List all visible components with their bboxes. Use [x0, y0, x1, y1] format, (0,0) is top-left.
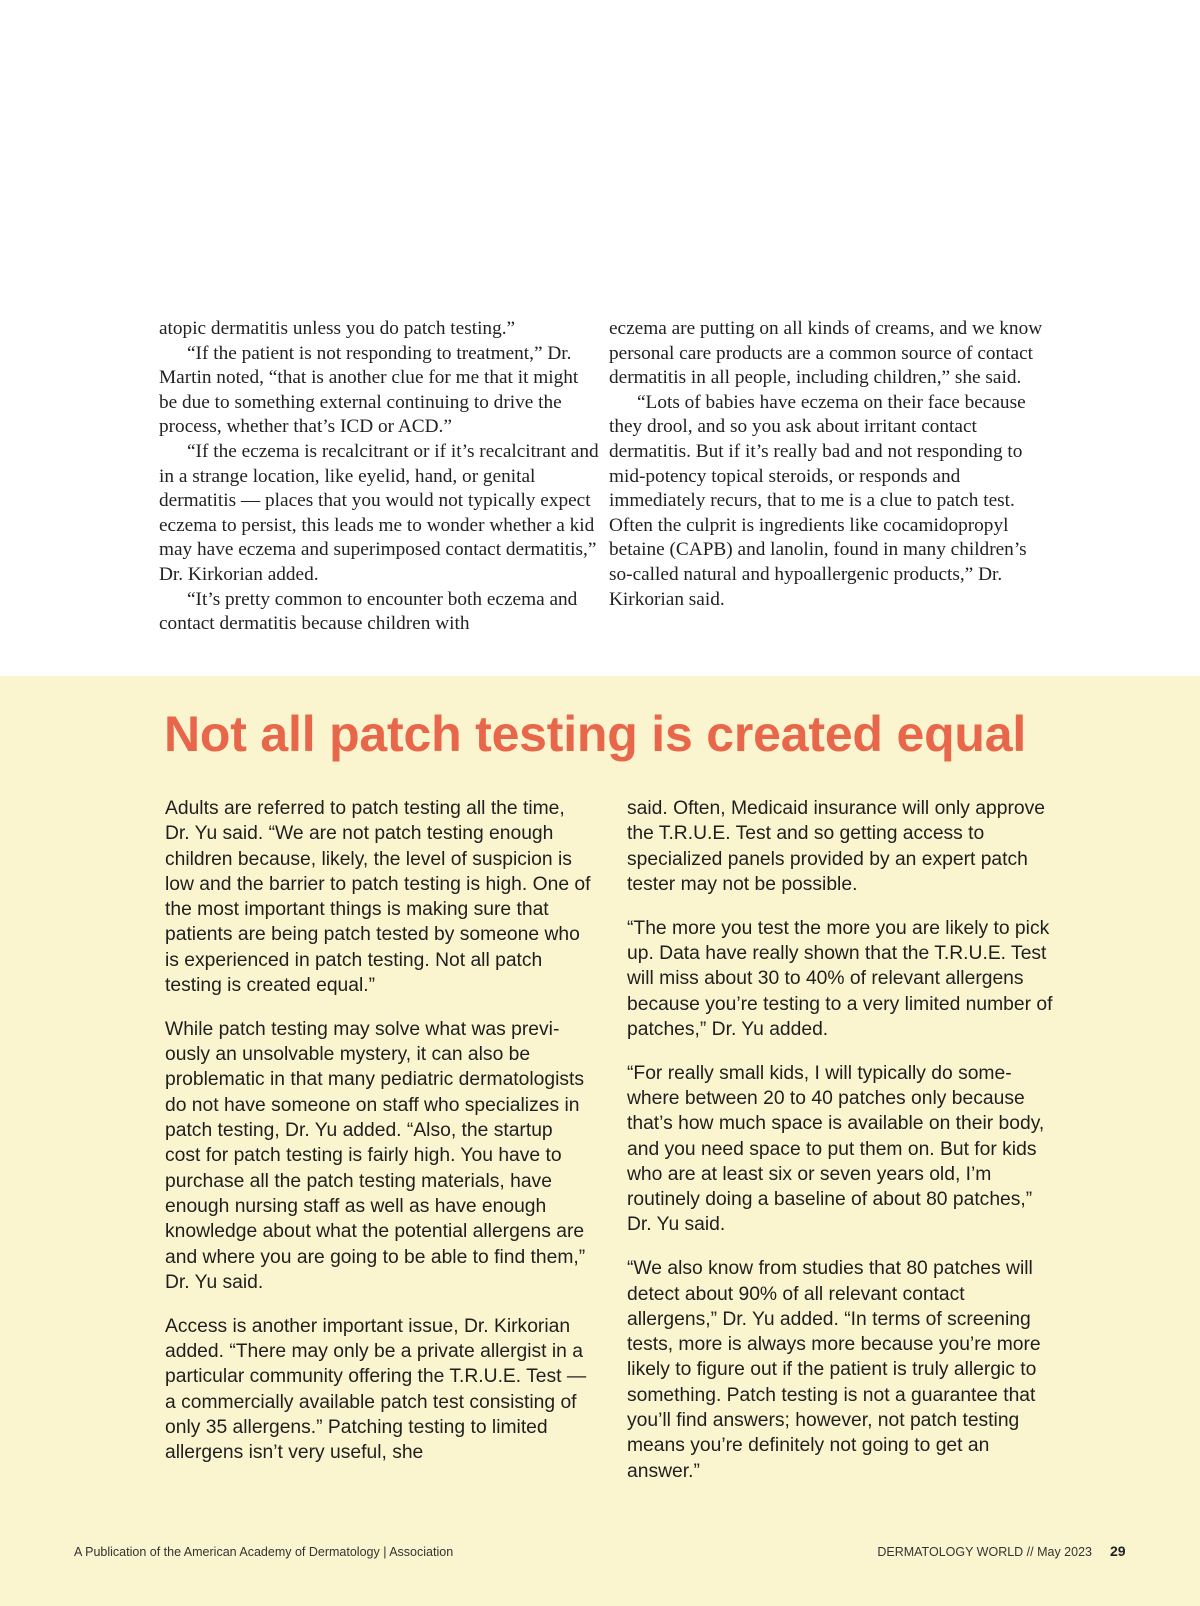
- article-body: [159, 317, 1049, 637]
- article-paragraph: “If the patient is not responding to treatment,” Dr. Martin noted, “that is another clue for me that it might be due to something external continuing to drive the process, whether that’s ICD or ACD.”: [159, 342, 579, 438]
- article-paragraph: atopic dermatitis unless you do patch testing.”: [159, 318, 516, 339]
- sidebar-paragraph: Access is another important issue, Dr. Kirkorian added. “There may only be a private allergist in a particular community offering the T.R.U.E. Test — a commercially available patch test consisting of only 35 allergens.” Patching testing to limited allergens isn’t very useful, she: [165, 1315, 587, 1464]
- sidebar-title: Not all patch testing is created equal: [164, 706, 1027, 762]
- magazine-issue: DERMATOLOGY WORLD // May 2023: [877, 1545, 1092, 1559]
- sidebar-paragraph: While patch testing may solve what was previously an unsolvable mystery, it can also be problematic in that many pediatric dermatologists do not have someone on staff who specializes in patch testing, Dr. Yu added. “Also, the startup cost for patch testing is fairly high. You have to purchase all the patch testing materials, have enough nursing staff as well as have enough knowledge about what the potential allergens are and where you are going to be able to find them,” Dr. Yu said.: [165, 1018, 586, 1293]
- article-left-column: [159, 317, 599, 637]
- blank-header-area: [0, 0, 1200, 310]
- sidebar-left-column: [165, 796, 593, 1502]
- page-number: 29: [1110, 1543, 1126, 1559]
- sidebar-paragraph: “For really small kids, I will typically do somewhere between 20 to 40 patches only because that’s how much space is available on their body, and you need space to put them on. But for kids who are at least six or seven years old, I’m routinely doing a baseline of about 80 patches,” Dr. Yu said.: [627, 1062, 1045, 1236]
- article-paragraph: eczema are putting on all kinds of creams, and we know personal care products are a common source of contact dermatitis in all people, including children,” she said.: [609, 318, 1043, 389]
- article-paragraph: “If the eczema is recalcitrant or if it’s recalcitrant and in a strange location, like eyelid, hand, or genital dermatitis — places that you would not typically expect eczema to persist, this leads me to wonder whether a kid may have eczema and superimposed contact dermatitis,” Dr. Kirkorian added.: [159, 440, 599, 585]
- sidebar-box: [0, 676, 1200, 1606]
- sidebar-right-column: [627, 796, 1055, 1502]
- sidebar-paragraph: said. Often, Medicaid insurance will only approve the T.R.U.E. Test and so getting access to specialized panels provided by an expert patch tester may not be possible.: [627, 798, 1045, 895]
- sidebar-paragraph: “We also know from studies that 80 patches will detect about 90% of all relevant contact allergens,” Dr. Yu added. “In terms of screening tests, more is always more because you’re more likely to figure out if the patient is truly allergic to something. Patch testing is not a guarantee that you’ll find answers; however, not patch testing means you’re definitely not going to get an answer.”: [627, 1258, 1041, 1482]
- sidebar-body: [165, 796, 1055, 1502]
- publisher-credit: A Publication of the American Academy of Dermatology | Association: [74, 1545, 454, 1559]
- sidebar-paragraph: “The more you test the more you are likely to pick up. Data have really shown that the T.R.U.E. Test will miss about 30 to 40% of relevant allergens because you’re testing to a very limited number of patches,” Dr. Yu added.: [627, 917, 1053, 1040]
- article-paragraph: “It’s pretty common to encounter both eczema and contact dermatitis because children with: [159, 588, 578, 635]
- sidebar-paragraph: Adults are referred to patch testing all the time, Dr. Yu said. “We are not patch testing enough children because, likely, the level of suspicion is low and the barrier to patch testing is high. One of the most important things is making sure that patients are being patch tested by someone who is experienced in patch testing. Not all patch testing is created equal.”: [165, 798, 591, 997]
- article-paragraph: “Lots of babies have eczema on their face because they drool, and so you ask about irritant contact dermatitis. But if it’s really bad and not responding to mid-potency topical steroids, or responds and immediately recurs, that to me is a clue to patch test. Often the culprit is ingredients like cocamidopropyl betaine (CAPB) and lanolin, found in many children’s so-called natural and hypoallergenic products,” Dr. Kirkorian said.: [609, 391, 1027, 610]
- article-right-column: [609, 317, 1049, 637]
- page-footer: [0, 1540, 1200, 1564]
